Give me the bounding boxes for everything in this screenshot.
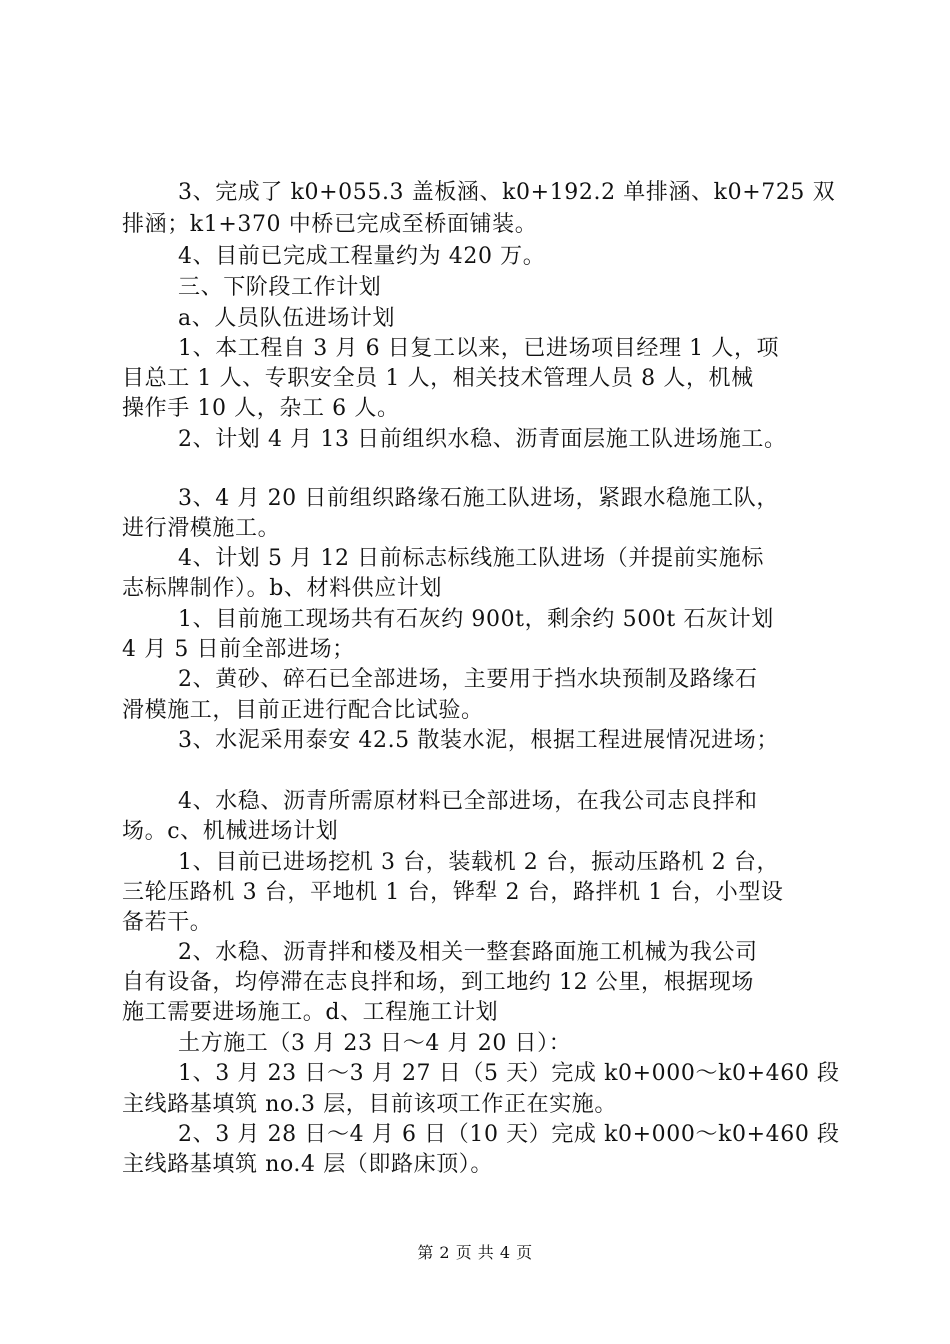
text-line: 4、水稳、沥青所需原材料已全部进场，在我公司志良拌和 xyxy=(178,789,758,814)
text-line: 3、水泥采用泰安 42.5 散装水泥，根据工程进展情况进场； xyxy=(178,728,779,753)
text-line: 1、本工程自 3 月 6 日复工以来，已进场项目经理 1 人，项 xyxy=(178,336,780,361)
section-heading: 三、下阶段工作计划 xyxy=(178,275,382,300)
text-line: 4、目前已完成工程量约为 420 万。 xyxy=(178,244,546,269)
text-line: 目总工 1 人、专职安全员 1 人，相关技术管理人员 8 人，机械 xyxy=(122,366,754,391)
text-line: 土方施工（3 月 23 日～4 月 20 日）： xyxy=(178,1031,572,1056)
text-line: 滑模施工，目前正进行配合比试验。 xyxy=(122,698,484,723)
text-line: 场。c、机械进场计划 xyxy=(122,819,339,844)
text-line: 3、完成了 k0+055.3 盖板涵、k0+192.2 单排涵、k0+725 双 xyxy=(178,180,836,205)
text-line: 2、水稳、沥青拌和楼及相关一整套路面施工机械为我公司 xyxy=(178,940,758,965)
text-line: 自有设备，均停滞在志良拌和场，到工地约 12 公里，根据现场 xyxy=(122,970,754,995)
text-line: 志标牌制作）。b、材料供应计划 xyxy=(122,576,443,601)
text-line: 施工需要进场施工。d、工程施工计划 xyxy=(122,1000,499,1025)
text-line: 操作手 10 人，杂工 6 人。 xyxy=(122,396,400,421)
text-line: 4 月 5 日前全部进场； xyxy=(122,637,355,662)
page-number-footer: 第 2 页 共 4 页 xyxy=(417,1243,533,1262)
text-line: 2、黄砂、碎石已全部进场，主要用于挡水块预制及路缘石 xyxy=(178,667,758,692)
text-line: 1、目前已进场挖机 3 台，装载机 2 台，振动压路机 2 台， xyxy=(178,850,780,875)
text-line: 4、计划 5 月 12 日前标志标线施工队进场（并提前实施标 xyxy=(178,546,764,571)
text-line: 主线路基填筑 no.3 层，目前该项工作正在实施。 xyxy=(122,1092,618,1117)
text-line: 1、目前施工现场共有石灰约 900t，剩余约 500t 石灰计划 xyxy=(178,607,774,632)
subsection-heading: a、人员队伍进场计划 xyxy=(178,306,396,331)
text-line: 备若干。 xyxy=(122,910,213,935)
text-line: 3、4 月 20 日前组织路缘石施工队进场，紧跟水稳施工队， xyxy=(178,486,779,511)
text-line: 排涵；k1+370 中桥已完成至桥面铺装。 xyxy=(122,212,538,237)
text-line: 进行滑模施工。 xyxy=(122,516,281,541)
text-line: 三轮压路机 3 台，平地机 1 台，铧犁 2 台，路拌机 1 台，小型设 xyxy=(122,880,784,905)
text-line: 1、3 月 23 日～3 月 27 日（5 天）完成 k0+000～k0+460 段 xyxy=(178,1061,840,1086)
text-line: 主线路基填筑 no.4 层（即路床顶）。 xyxy=(122,1152,494,1177)
text-line: 2、3 月 28 日～4 月 6 日（10 天）完成 k0+000～k0+460 段 xyxy=(178,1122,840,1147)
text-line: 2、计划 4 月 13 日前组织水稳、沥青面层施工队进场施工。 xyxy=(178,427,787,452)
